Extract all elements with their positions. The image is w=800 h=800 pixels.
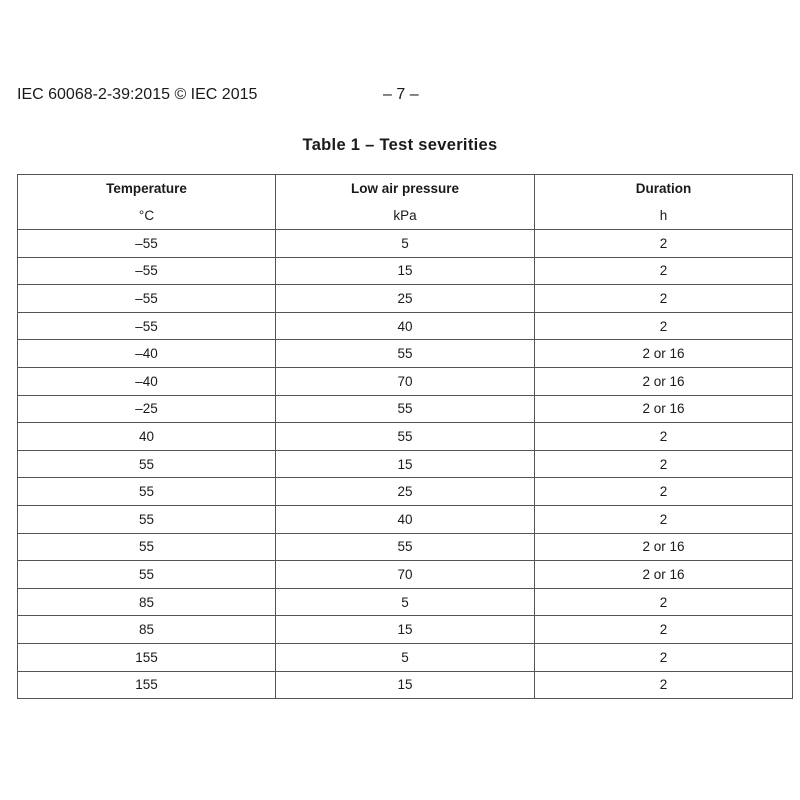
column-unit-temperature: °C [18,202,276,230]
table-row [18,561,793,589]
column-header-duration: Duration [535,175,793,203]
table-row [18,588,793,616]
cell-duration: 2 [535,312,793,340]
table-row [18,340,793,368]
page-header [17,86,783,108]
cell-duration: 2 or 16 [535,340,793,368]
cell-temperature: 155 [18,643,276,671]
cell-pressure: 5 [276,643,535,671]
table-header-row [18,175,793,203]
cell-temperature: 55 [18,561,276,589]
cell-pressure: 5 [276,588,535,616]
table-row [18,478,793,506]
cell-temperature: 55 [18,450,276,478]
cell-temperature: 85 [18,616,276,644]
cell-pressure: 15 [276,450,535,478]
table-row [18,505,793,533]
test-severities-table [17,174,793,699]
table-row [18,643,793,671]
table-row [18,671,793,699]
table-row [18,395,793,423]
cell-temperature: 55 [18,533,276,561]
cell-duration: 2 [535,616,793,644]
cell-temperature: –55 [18,257,276,285]
cell-duration: 2 or 16 [535,395,793,423]
cell-pressure: 25 [276,285,535,313]
table-title: Table 1 – Test severities [302,136,498,154]
cell-duration: 2 [535,643,793,671]
table-row [18,367,793,395]
cell-pressure: 55 [276,340,535,368]
cell-temperature: 55 [18,478,276,506]
table-row [18,230,793,258]
table-body [18,230,793,699]
table-row [18,257,793,285]
cell-pressure: 40 [276,505,535,533]
column-header-pressure: Low air pressure [276,175,535,203]
cell-duration: 2 [535,588,793,616]
cell-temperature: –55 [18,230,276,258]
cell-pressure: 55 [276,423,535,451]
cell-duration: 2 [535,423,793,451]
cell-temperature: 55 [18,505,276,533]
cell-temperature: –55 [18,285,276,313]
cell-duration: 2 [535,671,793,699]
cell-duration: 2 [535,478,793,506]
table-row [18,423,793,451]
cell-duration: 2 or 16 [535,367,793,395]
cell-pressure: 55 [276,533,535,561]
cell-temperature: –40 [18,367,276,395]
cell-duration: 2 [535,230,793,258]
table-row [18,533,793,561]
page-number: – 7 – [383,86,419,103]
cell-pressure: 70 [276,367,535,395]
cell-temperature: 85 [18,588,276,616]
table-row [18,450,793,478]
cell-pressure: 70 [276,561,535,589]
column-unit-pressure: kPa [276,202,535,230]
table-row [18,285,793,313]
standard-reference: IEC 60068-2-39:2015 © IEC 2015 [17,86,258,103]
table-row [18,616,793,644]
cell-temperature: –40 [18,340,276,368]
cell-pressure: 15 [276,257,535,285]
cell-duration: 2 [535,257,793,285]
cell-temperature: 40 [18,423,276,451]
cell-duration: 2 [535,450,793,478]
cell-duration: 2 or 16 [535,561,793,589]
cell-pressure: 55 [276,395,535,423]
column-header-temperature: Temperature [18,175,276,203]
cell-pressure: 5 [276,230,535,258]
cell-pressure: 25 [276,478,535,506]
cell-temperature: –25 [18,395,276,423]
cell-temperature: –55 [18,312,276,340]
cell-pressure: 40 [276,312,535,340]
cell-pressure: 15 [276,671,535,699]
cell-temperature: 155 [18,671,276,699]
table-row [18,312,793,340]
cell-pressure: 15 [276,616,535,644]
column-unit-duration: h [535,202,793,230]
cell-duration: 2 [535,285,793,313]
cell-duration: 2 or 16 [535,533,793,561]
table-units-row [18,202,793,230]
cell-duration: 2 [535,505,793,533]
